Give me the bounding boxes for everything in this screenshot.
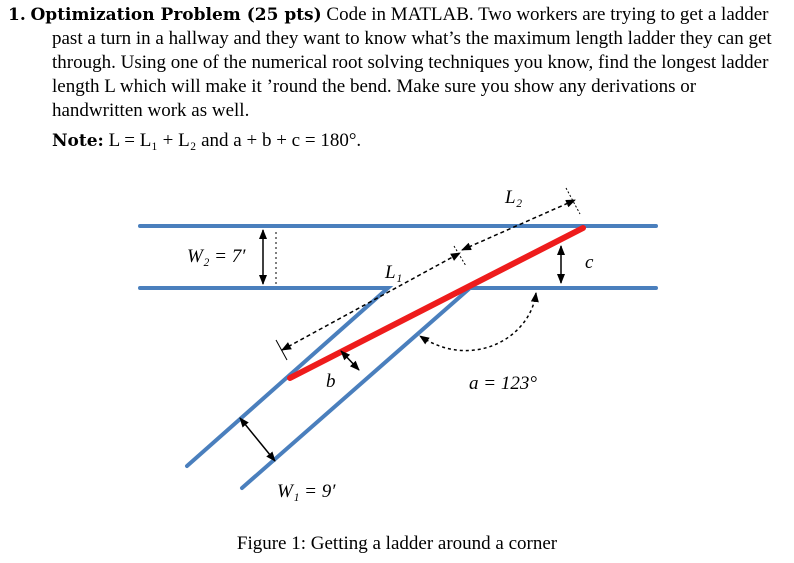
problem-heading: Optimization Problem (25 pts) [30,5,322,25]
a-label: a = 123° [469,373,537,394]
problem-number: 1. [8,5,26,25]
l1-tick [276,340,287,360]
w2-label: W₂ = 7′ [187,246,246,267]
figure-caption: Figure 1: Getting a ladder around a corner [236,533,558,554]
ladder [290,228,583,378]
w1-arrow [240,418,275,461]
outer-wall [242,288,656,488]
l1-label: L₁ [385,262,403,283]
problem-text: Code in MATLAB. Two workers are trying to get a ladder past a turn in a hallway and they want to know what’s the maximum length ladder they can get through. Using one of the numerical root solving techniques you know, find the longest ladder length L which will make it ’round the bend. Make sure you show any derivations or handwritten work as well. [52,4,772,121]
w1-label: W₁ = 9′ [277,481,336,502]
b-arrow [341,351,359,370]
l2-label: L₂ [505,187,523,208]
note-label: Note: [52,131,104,151]
c-label: c [585,252,594,273]
note-equation: L = L₁ + L₂ and a + b + c = 180°. [108,130,362,151]
dimension-arrows [240,188,580,461]
inner-corner-wall [140,288,388,466]
b-label: b [326,371,336,392]
